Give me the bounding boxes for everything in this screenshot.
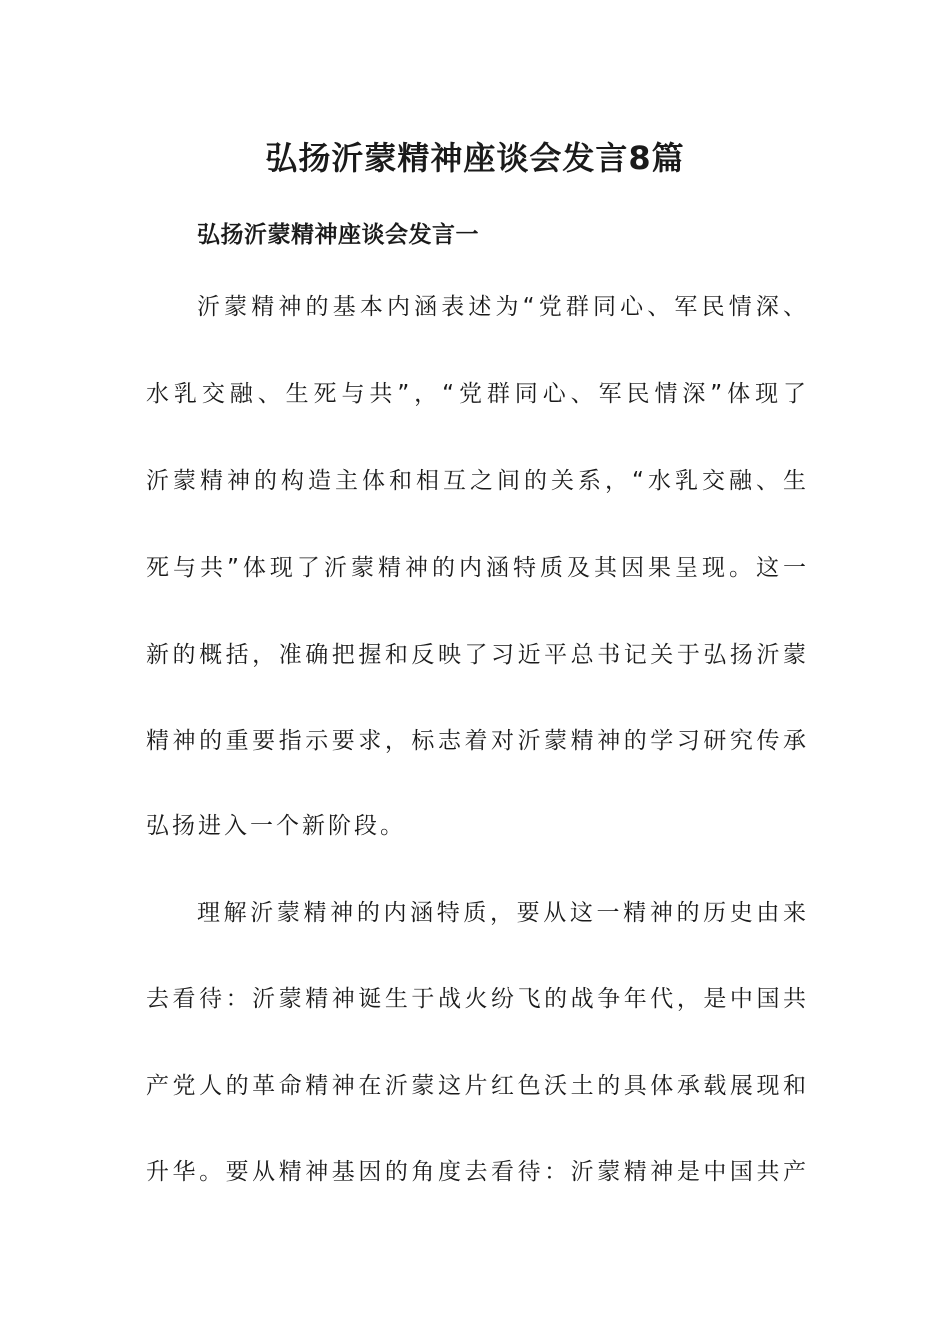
paragraph-line: 产党人的革命精神在沂蒙这片红色沃土的具体承载展现和 xyxy=(146,1073,806,1099)
paragraph-line: 精神的重要指示要求，标志着对沂蒙精神的学习研究传承 xyxy=(146,728,806,754)
paragraph-line: 死与共”体现了沂蒙精神的内涵特质及其因果呈现。这一 xyxy=(146,555,806,581)
paragraph-line: 沂蒙精神的基本内涵表述为“党群同心、军民情深、 xyxy=(197,294,806,320)
paragraph-line: 新的概括，准确把握和反映了习近平总书记关于弘扬沂蒙 xyxy=(146,642,806,668)
paragraph-line: 水乳交融、生死与共”，“党群同心、军民情深”体现了 xyxy=(146,381,806,407)
paragraph-line: 沂蒙精神的构造主体和相互之间的关系，“水乳交融、生 xyxy=(146,468,806,494)
paragraph-line: 理解沂蒙精神的内涵特质，要从这一精神的历史由来 xyxy=(197,900,806,926)
section-heading: 弘扬沂蒙精神座谈会发言一 xyxy=(197,222,479,248)
paragraph-line: 升华。要从精神基因的角度去看待：沂蒙精神是中国共产 xyxy=(146,1159,806,1185)
document-title: 弘扬沂蒙精神座谈会发言8篇 xyxy=(265,139,685,177)
paragraph-line: 去看待：沂蒙精神诞生于战火纷飞的战争年代，是中国共 xyxy=(146,986,806,1012)
paragraph-line: 弘扬进入一个新阶段。 xyxy=(146,813,406,839)
